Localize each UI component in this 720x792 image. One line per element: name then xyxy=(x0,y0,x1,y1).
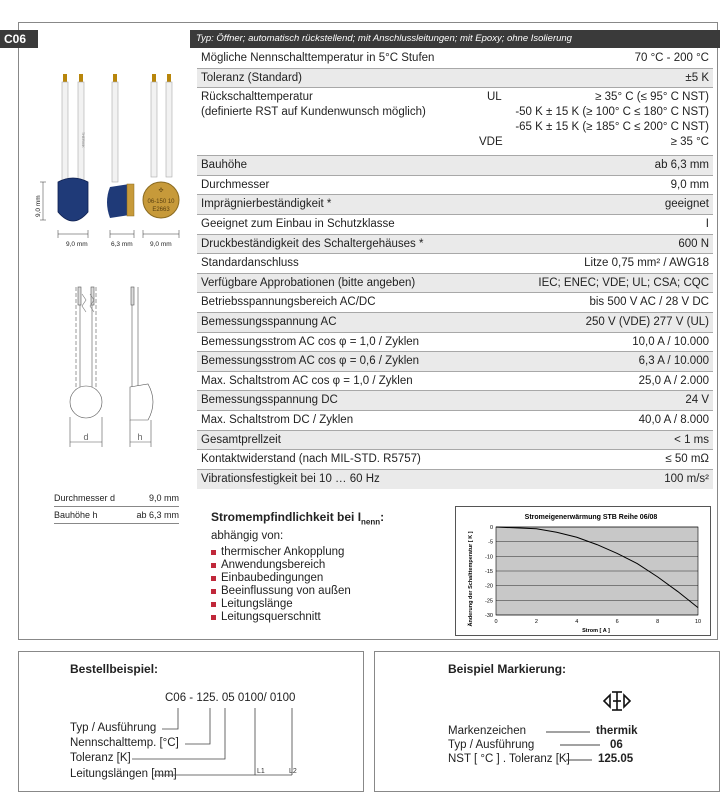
marking-example-title: Beispiel Markierung: xyxy=(448,662,567,676)
dim-value: 9,0 mm xyxy=(148,493,179,503)
spec-label: Bauhöhe xyxy=(201,159,248,172)
order-item: Nennschalttemp. [°C] xyxy=(70,737,179,749)
cap-marking: E2663 xyxy=(152,207,170,213)
spec-label: Geeignet zum Einbau in Schutzklasse xyxy=(201,217,395,230)
order-item: Leitungslängen [mm] xyxy=(70,768,177,780)
dim-width-label: 9,0 mm xyxy=(66,241,88,248)
rst-sublabel: (definierte RST auf Kundenwunsch möglich) xyxy=(201,106,426,119)
x-tick-label: 0 xyxy=(494,619,498,625)
spec-label: Gesamtprellzeit xyxy=(201,433,281,446)
spec-label: Max. Schaltstrom DC / Zyklen xyxy=(201,413,354,426)
product-code-tab: C06 xyxy=(0,30,38,48)
spec-label: Durchmesser xyxy=(201,178,270,191)
sensitivity-title-text: Stromempfindlichkeit bei I xyxy=(211,510,362,524)
lead-length-l2: L2 xyxy=(289,768,297,775)
order-example-title: Bestellbeispiel: xyxy=(70,662,159,676)
spec-label: Imprägnierbeständigkeit * xyxy=(201,198,332,211)
list-item: Anwendungsbereich xyxy=(211,559,351,572)
x-tick-label: 10 xyxy=(694,619,702,625)
spec-value: ≤ 50 mΩ xyxy=(665,453,709,466)
dim-label: Durchmesser d xyxy=(54,493,116,503)
list-item: Beeinflussung von außen xyxy=(211,585,351,598)
rst-ul-value: -50 K ± 15 K (≥ 100° C ≤ 180° C NST) xyxy=(515,106,709,119)
spec-label: Toleranz (Standard) xyxy=(201,71,302,84)
dim-cap-label: 9,0 mm xyxy=(150,241,172,248)
diameter-d-label: d xyxy=(83,432,89,442)
spec-value: 10,0 A / 10.000 xyxy=(632,335,709,348)
type-description-bar: Typ: Öffner; automatisch rückstellend; mit Anschlussleitungen; mit Epoxy; ohne Isolierung xyxy=(190,30,720,48)
sensitivity-subtitle: abhängig von: xyxy=(211,530,284,542)
order-item: Toleranz [K] xyxy=(70,752,131,764)
dim-label: Bauhöhe h xyxy=(54,510,98,520)
x-tick-label: 2 xyxy=(534,619,538,625)
spec-label: Mögliche Nennschalttemperatur in 5°C Stufen xyxy=(201,52,435,64)
spec-label: Bemessungsspannung AC xyxy=(201,315,337,328)
y-tick-label: -15 xyxy=(485,569,493,575)
spec-label: Betriebsspannungsbereich AC/DC xyxy=(201,296,376,309)
spec-value: 24 V xyxy=(685,394,709,407)
rst-ul-label: UL xyxy=(487,91,502,104)
spec-value: 100 m/s² xyxy=(664,472,709,485)
order-code: C06 - 125. 05 0100/ 0100 xyxy=(165,692,296,704)
spec-value: 25,0 A / 2.000 xyxy=(638,374,709,387)
list-item: Leitungsquerschnitt xyxy=(211,611,351,624)
marking-label: NST [ °C ] . Toleranz [K] xyxy=(448,753,570,765)
spec-value: I xyxy=(705,217,709,230)
spec-value: 600 N xyxy=(678,237,709,250)
marking-value: 125.05 xyxy=(598,753,634,765)
rst-vde-value: ≥ 35 °C xyxy=(670,136,709,149)
y-tick-label: 0 xyxy=(489,525,493,531)
spec-value: 6,3 A / 10.000 xyxy=(638,355,709,368)
rst-label: Rückschalttemperatur xyxy=(201,91,313,104)
spec-label: Bemessungsspannung DC xyxy=(201,394,338,407)
wire-marking: THERMIK xyxy=(81,132,85,148)
x-tick-label: 4 xyxy=(575,619,579,625)
y-tick-label: -30 xyxy=(485,613,493,619)
spec-label: Verfügbare Approbationen (bitte angeben) xyxy=(201,276,416,289)
rst-ul-value: -65 K ± 15 K (≥ 185° C ≤ 200° C NST) xyxy=(515,121,709,134)
spec-value: bis 500 V AC / 28 V DC xyxy=(589,296,709,309)
sensitivity-title-end: : xyxy=(380,510,385,524)
y-tick-label: -5 xyxy=(488,539,493,546)
spec-label: Vibrationsfestigkeit bei 10 … 60 Hz xyxy=(201,472,380,485)
spec-label: Druckbeständigkeit des Schaltergehäuses * xyxy=(201,237,424,250)
spec-value: 40,0 A / 8.000 xyxy=(638,413,709,426)
list-item: Einbaubedingungen xyxy=(211,572,351,585)
spec-value: ab 6,3 mm xyxy=(654,159,709,172)
spec-label: Standardanschluss xyxy=(201,257,299,270)
spec-value: IEC; ENEC; VDE; UL; CSA; CQC xyxy=(538,276,709,289)
dim-value: ab 6,3 mm xyxy=(136,510,179,520)
spec-label: Bemessungsstrom AC cos φ = 1,0 / Zyklen xyxy=(201,335,420,348)
spec-value: 70 °C - 200 °C xyxy=(634,52,709,64)
spec-label: Kontaktwiderstand (nach MIL-STD. R5757) xyxy=(201,453,421,466)
x-tick-label: 6 xyxy=(615,619,619,625)
order-item: Typ / Ausführung xyxy=(70,722,157,734)
dim-height-side-label: 6,3 mm xyxy=(111,241,133,248)
spec-label: Max. Schaltstrom AC cos φ = 1,0 / Zyklen xyxy=(201,374,413,387)
spec-value: < 1 ms xyxy=(674,433,709,446)
x-tick-label: 8 xyxy=(656,619,660,625)
spec-value: 250 V (VDE) 277 V (UL) xyxy=(585,315,709,328)
marking-value: 06 xyxy=(610,739,623,751)
sensitivity-title-sub: nenn xyxy=(361,517,381,527)
spec-value: 9,0 mm xyxy=(670,178,709,191)
list-item: Leitungslänge xyxy=(211,598,351,611)
chart-ylabel: Änderung der Schalttemperatur [ K ] xyxy=(468,531,474,627)
y-tick-label: -10 xyxy=(485,554,493,561)
lead-length-l1: L1 xyxy=(257,768,265,775)
rst-vde-label: VDE xyxy=(479,136,503,149)
y-tick-label: -20 xyxy=(485,583,493,590)
spec-label: Bemessungsstrom AC cos φ = 0,6 / Zyklen xyxy=(201,355,420,368)
cap-marking: 06-150 10 xyxy=(147,199,175,205)
height-h-label: h xyxy=(137,432,143,442)
list-item: thermischer Ankopplung xyxy=(211,546,351,559)
rst-ul-value: ≥ 35° C (≤ 95° C NST) xyxy=(595,91,709,104)
dim-height-label: 9,0 mm xyxy=(35,195,42,217)
marking-label: Markenzeichen xyxy=(448,725,526,737)
marking-value: thermik xyxy=(596,725,638,737)
chart-title: Stromeigenerwärmung STB Reihe 06/08 xyxy=(524,514,658,521)
marking-label: Typ / Ausführung xyxy=(448,739,535,751)
chart-xlabel: Strom [ A ] xyxy=(582,628,610,634)
spec-value: geeignet xyxy=(664,198,709,211)
spec-value: Litze 0,75 mm² / AWG18 xyxy=(584,257,709,270)
y-tick-label: -25 xyxy=(485,598,493,605)
svg-text:✣: ✣ xyxy=(158,188,164,194)
spec-value: ±5 K xyxy=(685,71,709,84)
